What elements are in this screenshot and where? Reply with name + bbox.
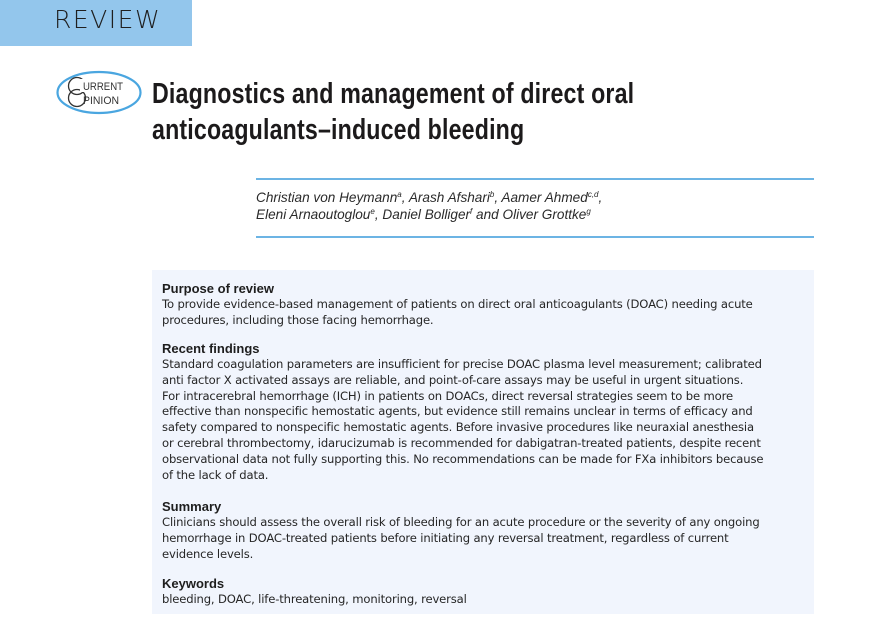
author-name: Oliver Grottke	[502, 207, 587, 222]
current-opinion-logo	[56, 70, 142, 115]
text-line: or cerebral thrombectomy, idarucizumab is recommended for dabigatran-treated patients, despite recent	[162, 435, 761, 450]
author-affiliation: f	[470, 207, 473, 216]
title-line-2: anticoagulants–induced bleeding	[152, 114, 525, 146]
section-body	[162, 297, 812, 329]
author-name: Arash Afshari	[408, 190, 490, 205]
author-affiliation: c,d	[587, 190, 599, 199]
text-line: effective than nonspecific hemostatic agents, but evidence still remains unclear in terms of efficacy and	[162, 404, 753, 419]
author-name: Christian von Heymann	[256, 190, 398, 205]
author-affiliation: g	[586, 207, 591, 216]
text-line: bleeding, DOAC, life-threatening, monitoring, reversal	[162, 592, 467, 606]
text-line: procedures, including those facing hemorrhage.	[162, 312, 434, 327]
section-body	[162, 357, 812, 483]
text-line: hemorrhage in DOAC-treated patients before initiating any reversal treatment, regardless of current	[162, 530, 729, 545]
abstract-box	[152, 270, 814, 614]
separator: ,	[494, 190, 502, 205]
text-line: safety compared to nonspecific hemostatic agents. Before invasive procedures like neuraxial anesthesia	[162, 420, 754, 435]
author-affiliation: b	[489, 190, 495, 199]
author-name: Eleni Arnaoutoglou	[256, 207, 371, 222]
separator: and	[472, 207, 503, 222]
section-recent-findings	[162, 341, 812, 483]
review-banner	[0, 0, 192, 46]
section-heading: Recent findings	[162, 341, 260, 356]
section-heading: Summary	[162, 499, 222, 514]
author-affiliation: e	[370, 207, 375, 216]
section-heading: Keywords	[162, 576, 225, 591]
title-line-1: Diagnostics and management of direct oral	[152, 78, 635, 110]
logo-text-current: URRENT	[83, 81, 124, 93]
article-title	[152, 76, 634, 148]
section-body	[162, 515, 812, 562]
section-body	[162, 592, 812, 608]
author-name: Aamer Ahmed	[501, 190, 588, 205]
text-line: evidence levels.	[162, 546, 254, 561]
author-name: Daniel Bolliger	[382, 207, 471, 222]
section-heading: Purpose of review	[162, 281, 274, 296]
text-line: observational data not fully supporting this. No recommendations can be made for FXa inhibitors because	[162, 451, 764, 466]
authors-block	[256, 178, 814, 238]
separator: ,	[598, 190, 603, 205]
logo-text-opinion: PINION	[83, 95, 120, 107]
text-line: For intracerebral hemorrhage (ICH) in patients on DOACs, direct reversal strategies seem to be more	[162, 388, 733, 403]
separator: ,	[401, 190, 409, 205]
section-purpose-of-review	[162, 281, 812, 329]
author-affiliation: a	[397, 190, 402, 199]
text-line: Standard coagulation parameters are insufficient for precise DOAC plasma level measurement; calibrated	[162, 357, 762, 371]
section-summary	[162, 499, 812, 562]
text-line: of the lack of data.	[162, 467, 269, 482]
review-label: REVIEW	[54, 5, 162, 34]
section-keywords	[162, 576, 812, 608]
text-line: To provide evidence-based management of patients on direct oral anticoagulants (DOAC) needing acute	[162, 297, 753, 311]
text-line: Clinicians should assess the overall risk of bleeding for an acute procedure or the severity of any ongoing	[162, 515, 760, 529]
separator: ,	[374, 207, 383, 222]
author-list	[256, 189, 602, 223]
text-line: anti factor X activated assays are reliable, and point-of-care assays may be useful in urgent situations.	[162, 372, 744, 387]
